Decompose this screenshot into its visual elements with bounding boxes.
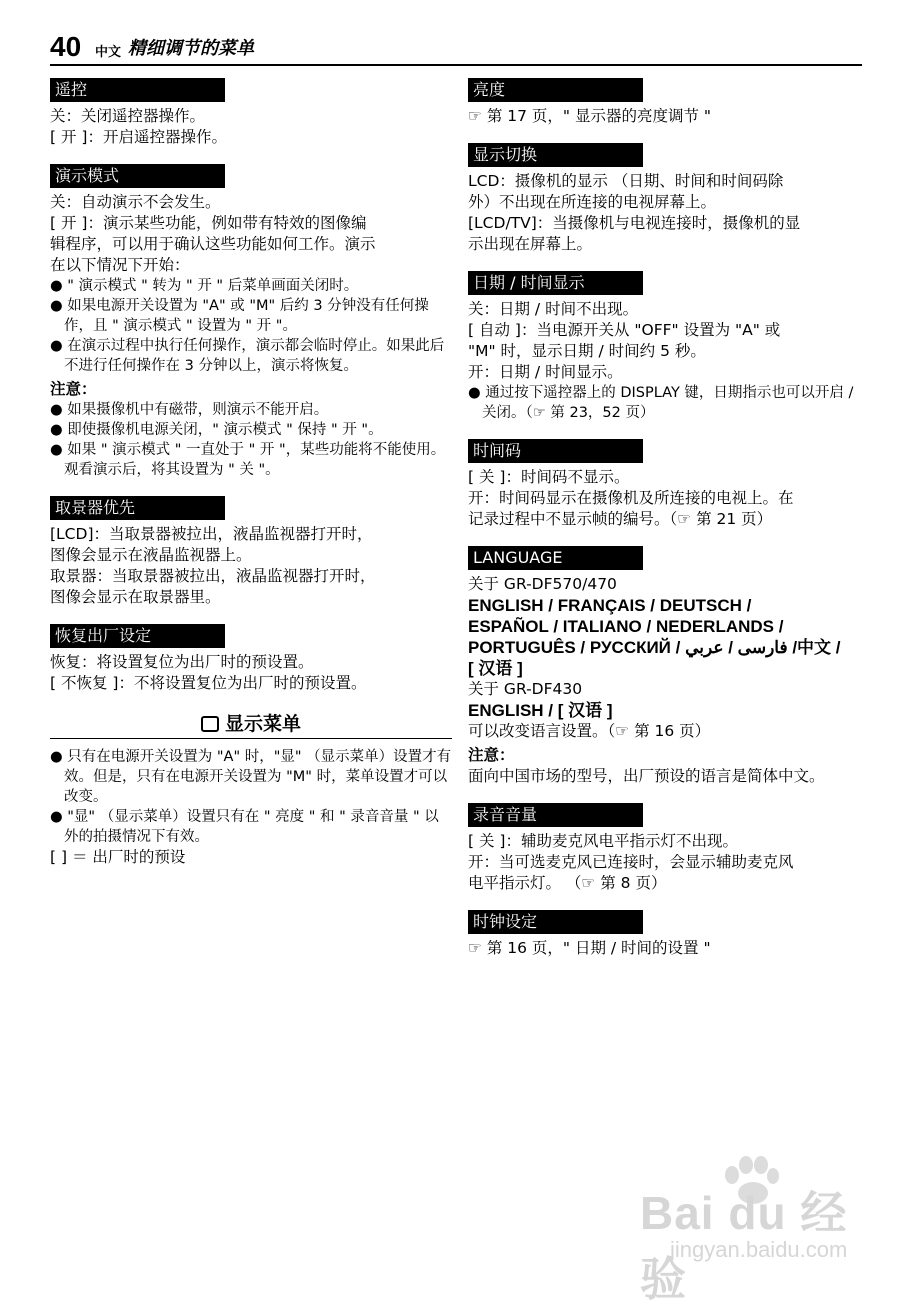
section-clock-setting — [468, 910, 868, 959]
section-title: 遥控 — [50, 78, 225, 102]
text-line: 开：日期 / 时间显示。 — [468, 363, 623, 381]
section-title: 恢复出厂设定 — [50, 624, 225, 648]
section-datetime-display — [468, 271, 868, 423]
language-list-line: ENGLISH / [ 汉语 ] — [468, 701, 613, 720]
text-line: LCD：摄像机的显示 （日期、时间和时间码除 — [468, 172, 784, 190]
right-column — [468, 78, 868, 975]
section-remote — [50, 78, 452, 148]
text-line: 外）不出现在所连接的电视屏幕上。 — [468, 193, 717, 211]
section-title: LANGUAGE — [468, 546, 643, 570]
display-menu-title: 显示菜单 — [224, 713, 301, 735]
section-demo-mode — [50, 164, 452, 480]
model-label: 关于 GR-DF430 — [468, 680, 583, 698]
text-line: [ 自动 ]：当电源开关从 "OFF" 设置为 "A" 或 — [468, 321, 781, 339]
section-title: 时间码 — [468, 439, 643, 463]
note-text: 面向中国市场的型号，出厂预设的语言是简体中文。 — [468, 767, 825, 785]
text-line: ☞ 第 16 页，" 日期 / 时间的设置 " — [468, 939, 711, 957]
page-number: 40 — [50, 31, 82, 62]
language-tag: 中文 — [95, 45, 122, 60]
text-line: 关：日期 / 时间不出现。 — [468, 300, 639, 318]
watermark-url: jingyan.baidu.com — [670, 1237, 848, 1262]
section-display-menu — [50, 710, 452, 868]
left-column — [50, 78, 452, 868]
text-line: [ 不恢复 ]：不将设置复位为出厂时的预设置。 — [50, 674, 367, 692]
section-title: 日期 / 时间显示 — [468, 271, 643, 295]
text-line: 示出现在屏幕上。 — [468, 235, 593, 253]
language-list-line: ESPAÑOL / ITALIANO / NEDERLANDS / — [468, 617, 784, 636]
bullet-item: ● 如果电源开关设置为 "A" 或 "M" 后约 3 分钟没有任何操作，且 " 演示模式 " 设置为 " 开 "。 — [50, 298, 429, 334]
text-line: [ 开 ]：演示某些功能，例如带有特效的图像编 — [50, 214, 367, 232]
section-factory-reset — [50, 624, 452, 694]
text-line: 开：当可选麦克风已连接时，会显示辅助麦克风 — [468, 853, 794, 871]
text-line: 记录过程中不显示帧的编号。（☞ 第 21 页） — [468, 510, 773, 528]
baidu-watermark — [640, 1155, 865, 1305]
text-line: 开：时间码显示在摄像机及所连接的电视上。在 — [468, 489, 794, 507]
section-title: 取景器优先 — [50, 496, 225, 520]
language-list-line: PORTUGUÊS / РУССКИЙ / فارسی / عربي /中文 / — [468, 638, 841, 657]
section-brightness — [468, 78, 868, 127]
text-line: 电平指示灯。 （☞ 第 8 页） — [468, 874, 667, 892]
text-line: [LCD]：当取景器被拉出，液晶监视器打开时， — [50, 525, 373, 543]
note-item: ● 即使摄像机电源关闭，" 演示模式 " 保持 " 开 "。 — [50, 422, 383, 438]
text-line: 可以改变语言设置。（☞ 第 16 页） — [468, 722, 711, 740]
text-line: 图像会显示在取景器里。 — [50, 588, 221, 606]
section-display-switch — [468, 143, 868, 255]
text-line: [ 开 ]：开启遥控器操作。 — [50, 128, 227, 146]
text-line: 辑程序，可以用于确认这些功能如何工作。演示 — [50, 235, 376, 253]
note-label: 注意： — [468, 746, 515, 764]
text-line: "M" 时，显示日期 / 时间约 5 秒。 — [468, 342, 706, 360]
text-line: ☞ 第 17 页，" 显示器的亮度调节 " — [468, 107, 712, 125]
section-timecode — [468, 439, 868, 530]
display-menu-icon — [201, 716, 219, 732]
bullet-item: ● "显" （显示菜单）设置只有在 " 亮度 " 和 " 录音音量 " 以外的拍摄情况下有效。 — [50, 809, 439, 845]
bullet-item: ● 在演示过程中执行任何操作，演示都会临时停止。如果此后不进行任何操作在 3 分钟以上，演示将恢复。 — [50, 338, 445, 374]
default-legend: [ ] ＝ 出厂时的预设 — [50, 848, 186, 866]
section-title: 演示模式 — [50, 164, 225, 188]
page-title: 精细调节的菜单 — [128, 38, 254, 59]
language-list-line: [ 汉语 ] — [468, 659, 523, 678]
display-menu-heading — [50, 710, 452, 739]
text-line: 取景器：当取景器被拉出，液晶监视器打开时， — [50, 567, 376, 585]
text-line: 图像会显示在液晶监视器上。 — [50, 546, 252, 564]
section-language — [468, 546, 868, 787]
section-title: 亮度 — [468, 78, 643, 102]
bullet-item: ● 通过按下遥控器上的 DISPLAY 键，日期指示也可以开启 / 关闭。（☞ 第 23，52 页） — [468, 385, 854, 421]
text-line: [ 关 ]：时间码不显示。 — [468, 468, 630, 486]
watermark-text: Bai du 经验 — [640, 1187, 848, 1305]
text-line: 恢复：将设置复位为出厂时的预设置。 — [50, 653, 314, 671]
page-header — [50, 30, 862, 66]
section-title: 时钟设定 — [468, 910, 643, 934]
section-title: 录音音量 — [468, 803, 643, 827]
section-finder-priority — [50, 496, 452, 608]
text-line: 关：自动演示不会发生。 — [50, 193, 221, 211]
text-line: [ 关 ]：辅助麦克风电平指示灯不出现。 — [468, 832, 738, 850]
note-item: ● 如果摄像机中有磁带，则演示不能开启。 — [50, 402, 329, 418]
text-line: [LCD/TV]：当摄像机与电视连接时，摄像机的显 — [468, 214, 801, 232]
note-item: ● 如果 " 演示模式 " 一直处于 " 开 "，某些功能将不能使用。观看演示后，将其设置为 " 关 "。 — [50, 442, 446, 478]
text-line: 在以下情况下开始： — [50, 256, 190, 274]
bullet-item: ● " 演示模式 " 转为 " 开 " 后菜单画面关闭时。 — [50, 278, 359, 294]
bullet-item: ● 只有在电源开关设置为 "A" 时，"显" （显示菜单）设置才有效。但是，只有在电源开关设置为 "M" 时，菜单设置才可以改变。 — [50, 749, 452, 805]
note-label: 注意： — [50, 380, 97, 398]
section-rec-volume — [468, 803, 868, 894]
section-title: 显示切换 — [468, 143, 643, 167]
language-list-line: ENGLISH / FRANÇAIS / DEUTSCH / — [468, 596, 752, 615]
model-label: 关于 GR-DF570/470 — [468, 575, 617, 593]
text-line: 关：关闭遥控器操作。 — [50, 107, 206, 125]
